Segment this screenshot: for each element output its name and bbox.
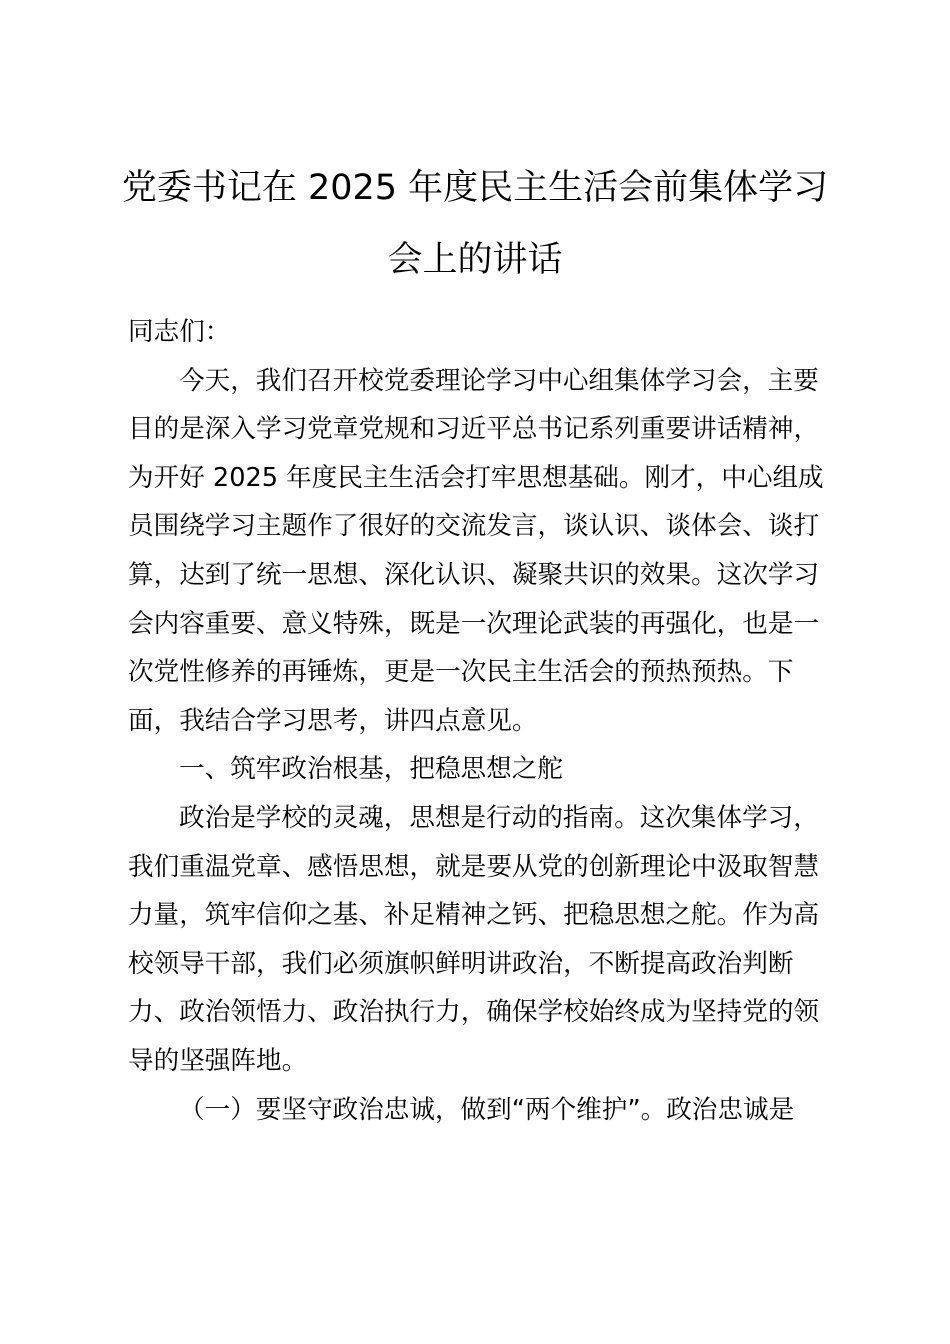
paragraph-line: 导的坚强阵地。 [128,1045,308,1076]
paragraph-line: 力、政治领悟力、政治执行力，确保学校始终成为坚持党的领 [128,997,820,1028]
document-body [128,308,833,1134]
salutation: 同志们： [128,317,231,347]
paragraph-line: 今天，我们召开校党委理论学习中心组集体学习会，主要 [179,365,819,396]
paragraph-line: 算，达到了统一思想、深化认识、凝聚共识的效果。这次学习 [128,559,820,590]
document-title [100,152,850,296]
paragraph-line: 次党性修养的再锤炼，更是一次民主生活会的预热预热。下 [128,657,794,688]
paragraph-line: 我们重温党章、感悟思想，就是要从党的创新理论中汲取智慧 [128,851,820,882]
paragraph-line: 目的是深入学习党章党规和习近平总书记系列重要讲话精神， [128,414,820,445]
paragraph-line: 校领导干部，我们必须旗帜鲜明讲政治，不断提高政治判断 [128,948,794,979]
paragraph-line: 会内容重要、意义特殊，既是一次理论武装的再强化，也是一 [128,608,820,639]
subsection-line: （一）要坚守政治忠诚，做到“两个维护”。政治忠诚是 [179,1094,795,1125]
paragraph-line: 政治是学校的灵魂，思想是行动的指南。这次集体学习， [179,802,819,833]
paragraph-line: 为开好 2025 年度民主生活会打牢思想基础。刚才，中心组成 [128,462,824,493]
paragraph-line: 员围绕学习主题作了很好的交流发言，谈认识、谈体会、谈打 [128,511,820,542]
title-line-1: 党委书记在 2025 年度民主生活会前集体学习 [121,168,829,208]
paragraph-line: 面，我结合学习思考，讲四点意见。 [128,705,538,736]
paragraph-line: 力量，筑牢信仰之基、补足精神之钙、把稳思想之舵。作为高 [128,900,820,931]
section-heading: 一、筑牢政治根基，把稳思想之舵 [179,754,563,785]
title-line-2: 会上的讲话 [387,240,563,280]
